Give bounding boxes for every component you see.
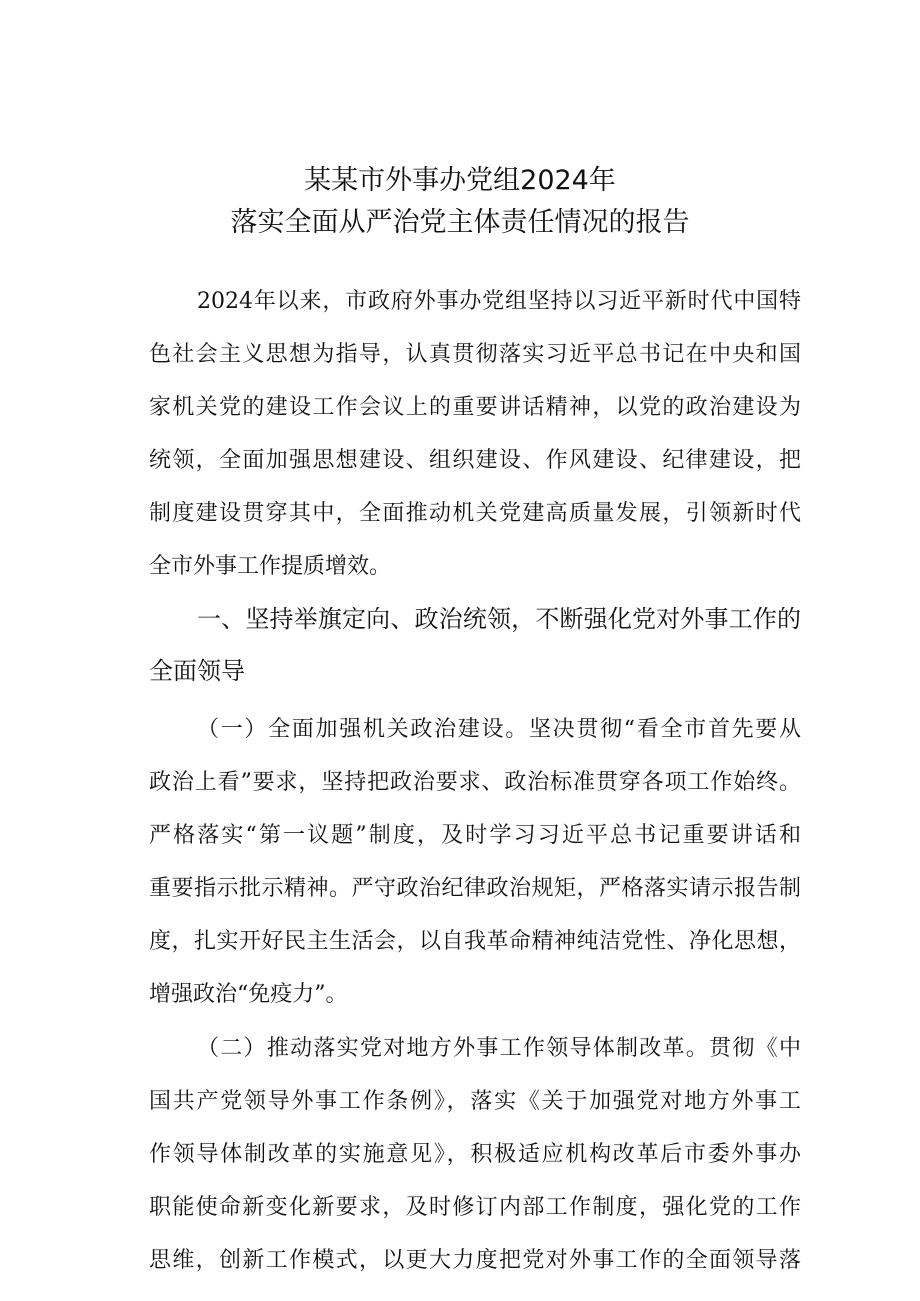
subsection-1-line: 增强政治“免疫力”。 bbox=[149, 982, 348, 1007]
intro-paragraph-line: 制度建设贯穿其中，全面推动机关党建高质量发展，引领新时代 bbox=[149, 501, 801, 526]
subsection-2-line: 职能使命新变化新要求，及时修订内部工作制度，强化党的工作 bbox=[149, 1195, 801, 1220]
subsection-2-line: 国共产党领导外事工作条例》，落实《关于加强党对地方外事工 bbox=[149, 1089, 801, 1114]
subsection-1-line: 重要指示批示精神。严守政治纪律政治规矩，严格落实请示报告制 bbox=[149, 876, 801, 901]
document-title-line-2: 落实全面从严治党主体责任情况的报告 bbox=[230, 207, 690, 238]
intro-paragraph-line: 全市外事工作提质增效。 bbox=[149, 554, 392, 579]
subsection-2-line: 思维，创新工作模式，以更大力度把党对外事工作的全面领导落 bbox=[149, 1248, 801, 1273]
subsection-2-line: 作领导体制改革的实施意见》，积极适应机构改革后市委外事办 bbox=[149, 1142, 801, 1167]
subsection-1-line: （一）全面加强机关政治建设。坚决贯彻“看全市首先要从 bbox=[197, 717, 801, 742]
intro-paragraph-line: 2024年以来，市政府外事办党组坚持以习近平新时代中国特 bbox=[197, 289, 801, 314]
section-heading-line: 全面领导 bbox=[149, 657, 245, 685]
section-heading-line: 一、坚持举旗定向、政治统领，不断强化党对外事工作的 bbox=[197, 605, 801, 633]
subsection-1-line: 度，扎实开好民主生活会，以自我革命精神纯洁党性、净化思想， bbox=[149, 929, 801, 954]
intro-paragraph-line: 家机关党的建设工作会议上的重要讲话精神，以党的政治建设为 bbox=[149, 395, 801, 420]
intro-paragraph-line: 色社会主义思想为指导，认真贯彻落实习近平总书记在中央和国 bbox=[149, 342, 801, 367]
document-title-line-1: 某某市外事办党组2024年 bbox=[304, 165, 616, 196]
intro-paragraph-line: 统领，全面加强思想建设、组织建设、作风建设、纪律建设，把 bbox=[149, 448, 801, 473]
subsection-1-line: 政治上看”要求，坚持把政治要求、政治标准贯穿各项工作始终。 bbox=[149, 770, 801, 795]
subsection-2-line: （二）推动落实党对地方外事工作领导体制改革。贯彻《中 bbox=[197, 1036, 801, 1061]
subsection-1-line: 严格落实“第一议题”制度，及时学习习近平总书记重要讲话和 bbox=[149, 823, 801, 848]
